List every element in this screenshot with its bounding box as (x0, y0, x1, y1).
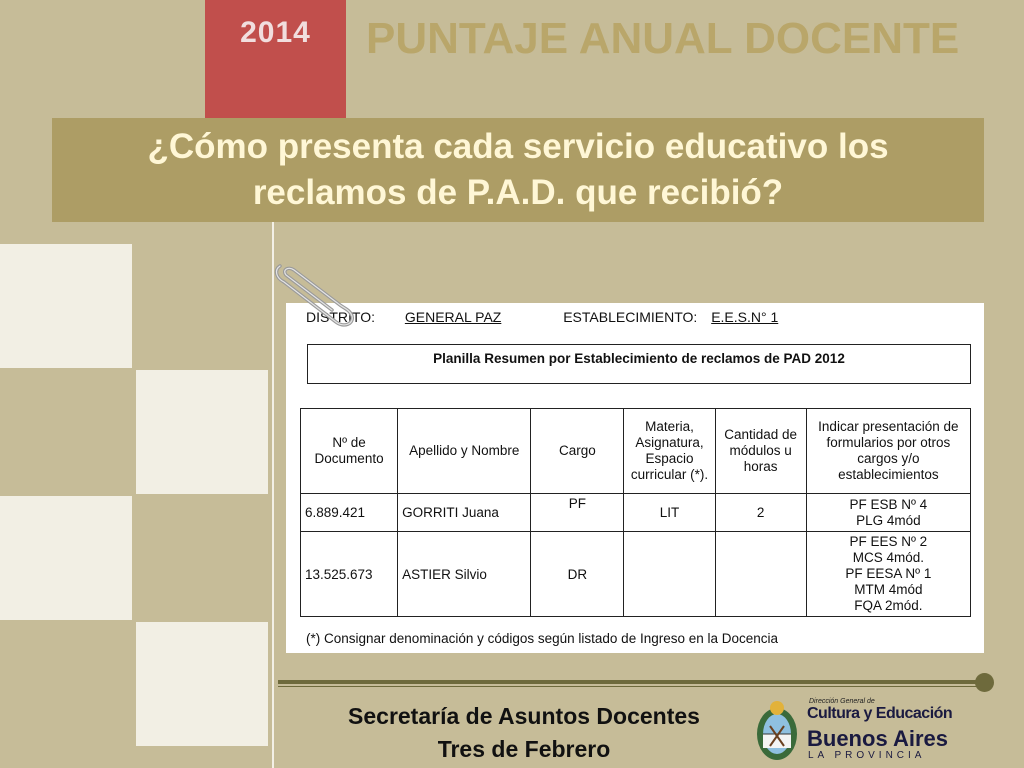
page-title: PUNTAJE ANUAL DOCENTE (366, 14, 960, 63)
column-header: Materia, Asignatura, Espacio curricular (*). (624, 409, 715, 494)
tile (0, 370, 132, 494)
tile (136, 622, 268, 746)
otros-line: PF EES Nº 2 (849, 534, 928, 549)
footer-rule-thin (278, 686, 984, 687)
footer-rule-dot (975, 673, 994, 692)
table-row (301, 494, 971, 532)
footer-line-1: Secretaría de Asuntos Docentes (348, 703, 700, 729)
footnote: (*) Consignar denominación y códigos según listado de Ingreso en la Docencia (306, 631, 779, 646)
summary-title: Planilla Resumen por Establecimiento de reclamos de PAD 2012 (307, 344, 971, 384)
footer-rule (278, 680, 984, 684)
establishment-value: E.E.S.N° 1 (711, 309, 779, 325)
province-logo (752, 694, 962, 766)
footer-line-2: Tres de Febrero (437, 736, 611, 762)
otros-line: MTM 4mód (854, 582, 923, 597)
cell-cantidad (715, 532, 806, 617)
cell-otros (806, 494, 970, 532)
district-value: GENERAL PAZ (404, 309, 502, 325)
column-header: Apellido y Nombre (398, 409, 531, 494)
footer-text (300, 700, 748, 766)
cell-materia (624, 532, 715, 617)
column-header: Cargo (531, 409, 624, 494)
otros-line: FQA 2mód. (854, 598, 923, 613)
tile (136, 244, 268, 368)
claims-table (300, 408, 971, 617)
logo-line-3: LA PROVINCIA (808, 750, 926, 761)
tile (0, 244, 132, 368)
document-header (306, 309, 778, 325)
logo-small-text: Dirección General de (809, 698, 875, 705)
otros-line: PLG 4mód (856, 512, 921, 528)
district-label: DISTRITO: (306, 309, 375, 325)
column-header: Indicar presentación de formularios por otros cargos y/o establecimientos (806, 409, 970, 494)
cell-cargo: PF (531, 494, 624, 532)
otros-line: MCS 4mód. (852, 550, 924, 565)
logo-line-1: Cultura y Educación (807, 705, 953, 722)
cell-document: 6.889.421 (301, 494, 398, 532)
cell-name: GORRITI Juana (398, 494, 531, 532)
tile (0, 622, 132, 746)
table-row (301, 532, 971, 617)
cell-cargo: DR (531, 532, 624, 617)
cell-name: ASTIER Silvio (398, 532, 531, 617)
year-box (205, 0, 346, 118)
column-header: Cantidad de módulos u horas (715, 409, 806, 494)
cell-otros (806, 532, 970, 617)
document-image (286, 303, 984, 653)
otros-line: PF ESB Nº 4 (849, 496, 928, 512)
tile (0, 496, 132, 620)
cell-cantidad: 2 (715, 494, 806, 532)
tile (136, 496, 268, 620)
year-label: 2014 (240, 16, 311, 49)
logo-line-2: Buenos Aires (807, 726, 949, 751)
cell-materia: LIT (624, 494, 715, 532)
question-text: ¿Cómo presenta cada servicio educativo los reclamos de P.A.D. que recibió? (147, 127, 889, 212)
otros-line: PF EESA Nº 1 (845, 566, 932, 581)
tile (136, 370, 268, 494)
cell-document: 13.525.673 (301, 532, 398, 617)
decorative-tiles (0, 244, 272, 768)
establishment-label: ESTABLECIMIENTO: (563, 309, 698, 325)
column-header: Nº de Documento (301, 409, 398, 494)
paperclip-icon (270, 258, 360, 336)
coat-of-arms-icon (752, 696, 802, 766)
question-banner (52, 118, 984, 222)
table-header-row (301, 409, 971, 494)
